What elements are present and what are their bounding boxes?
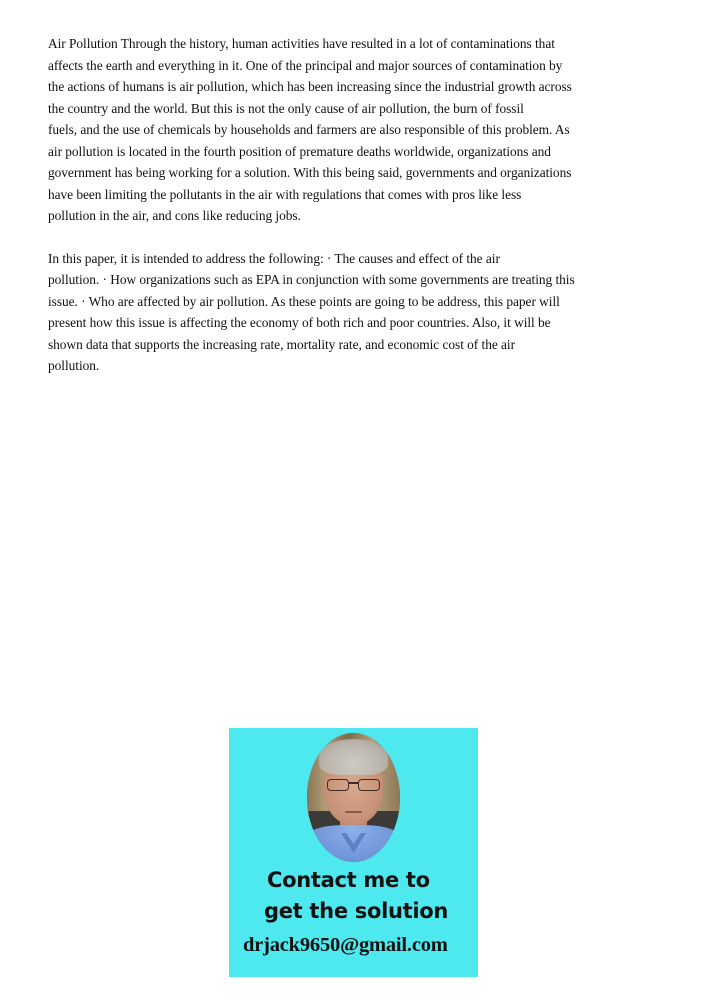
text-line: issue. · Who are affected by air pollution. As these points are going to be address, this paper will [48,293,560,309]
text-line: affects the earth and everything in it. One of the principal and major sources of contamination by [48,57,563,73]
text-line: In this paper, it is intended to address the following: · The causes and effect of the air [48,250,500,266]
contact-heading-line1: Contact me to [267,868,430,892]
text-line: government has being working for a solution. With this being said, governments and organizations [48,165,572,180]
text-line: have been limiting the pollutants in the air with regulations that comes with pros like less [48,186,522,202]
glasses-icon [327,779,380,792]
text-line: air pollution is located in the fourth position of premature deaths worldwide, organizations and [48,143,551,159]
glasses-lens-right [358,779,380,791]
text-line: shown data that supports the increasing rate, mortality rate, and economic cost of the air [48,336,515,352]
glasses-lens-left [327,779,349,791]
portrait-shirt [307,825,400,862]
contact-heading-line2: get the solution [264,899,449,923]
text-line: pollution. · How organizations such as EPA in conjunction with some governments are treating this [48,272,575,287]
paragraph-scope [48,248,628,377]
portrait-mouth [345,811,362,813]
contact-advert-image[interactable] [229,728,478,977]
text-line: fuels, and the use of chemicals by households and farmers are also responsible of this problem. As [48,122,570,137]
text-line: pollution in the air, and cons like reducing jobs. [48,208,301,223]
portrait-photo [307,733,400,862]
document-body [48,33,628,377]
contact-email[interactable]: drjack9650@gmail.com [243,934,448,956]
text-line: Air Pollution Through the history, human activities have resulted in a lot of contaminations that [48,36,555,51]
portrait-hair [319,739,388,775]
text-line: present how this issue is affecting the economy of both rich and poor countries. Also, it will be [48,315,551,330]
text-line: the actions of humans is air pollution, which has been increasing since the industrial growth across [48,79,572,94]
text-line: pollution. [48,358,100,373]
paragraph-intro [48,33,628,227]
text-line: the country and the world. But this is not the only cause of air pollution, the burn of fossil [48,100,524,116]
